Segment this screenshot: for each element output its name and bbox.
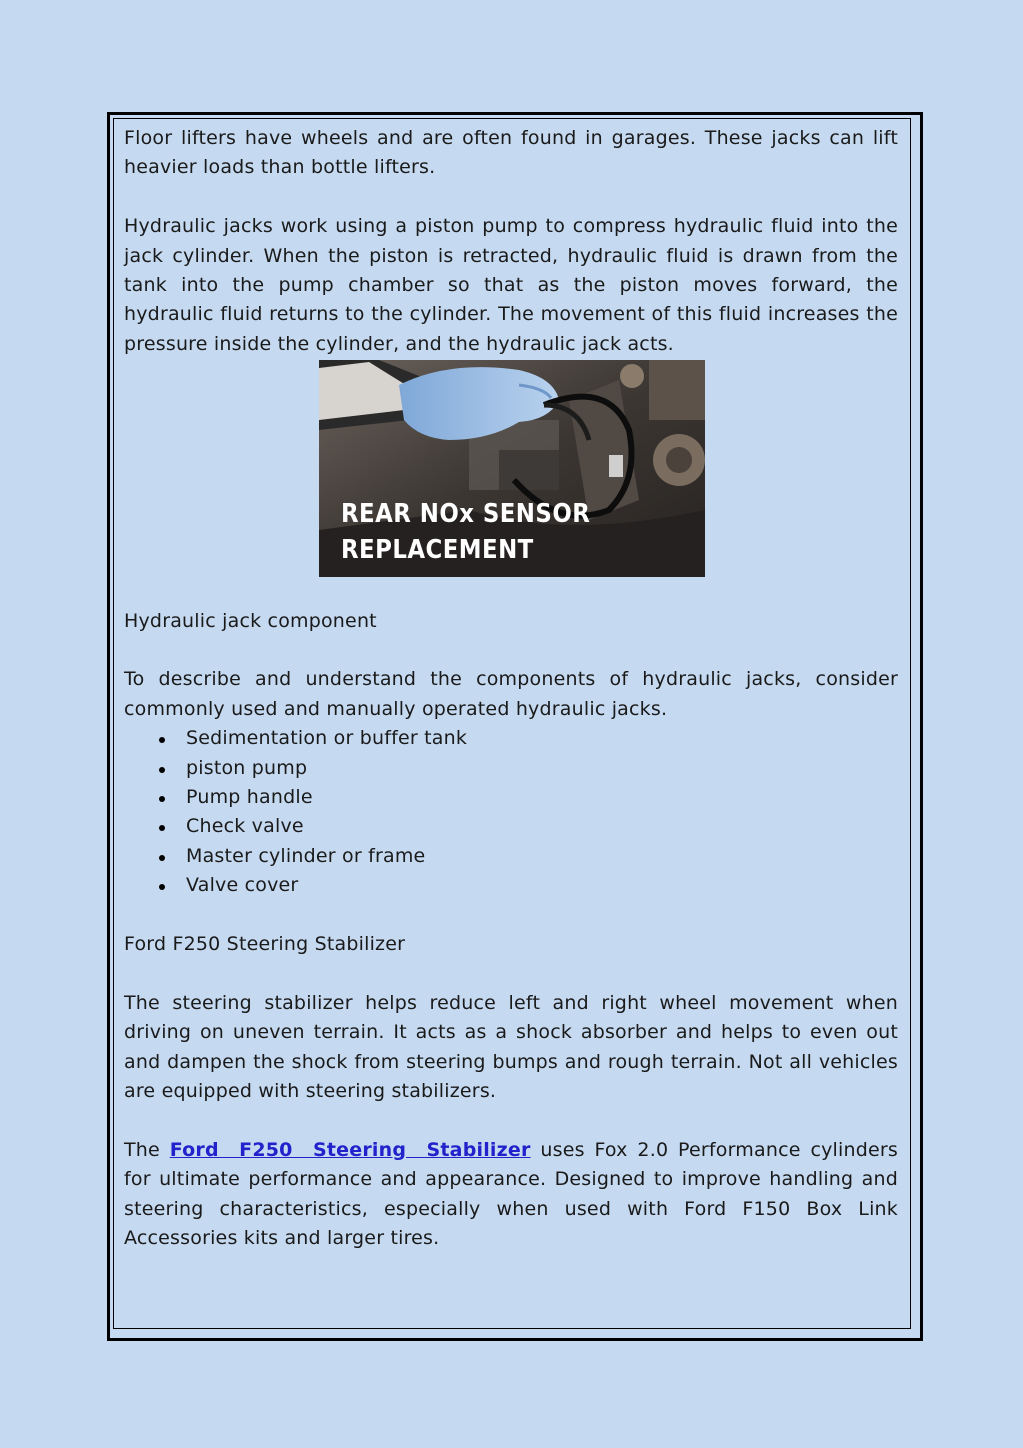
link-prefix-text: The bbox=[124, 1138, 170, 1161]
paragraph-components-description: To describe and understand the components of hydraulic jacks, consider commonly used and manually operated hydraulic jacks. bbox=[124, 668, 898, 720]
ford-f250-steering-stabilizer-link[interactable]: Ford F250 Steering Stabilizer bbox=[169, 1138, 531, 1161]
list-item: Check valve bbox=[186, 812, 898, 841]
list-item: piston pump bbox=[186, 754, 898, 783]
document-body bbox=[124, 124, 898, 1253]
list-item: Pump handle bbox=[186, 783, 898, 812]
image-caption-overlay bbox=[341, 496, 590, 568]
components-list bbox=[124, 724, 898, 900]
paragraph-floor-lifters: Floor lifters have wheels and are often found in garages. These jacks can lift heavier loads than bottle lifters. bbox=[124, 127, 898, 179]
image-caption-line-1: REAR NOx SENSOR bbox=[341, 499, 591, 530]
paragraph-hydraulic-working: Hydraulic jacks work using a piston pump to compress hydraulic fluid into the jack cylinder. When the piston is retracted, hydraulic fluid is drawn from the tank into the pump chamber so that as the piston moves forward, the hydraulic fluid returns to the cylinder. The movement of this fluid increases the pressure inside the cylinder, and the hydraulic jack acts. bbox=[124, 215, 898, 355]
paragraph-stabilizer-link bbox=[124, 1136, 898, 1254]
section-heading-components: Hydraulic jack component bbox=[124, 609, 377, 632]
link-suffix-text: uses Fox 2.0 Performance cylinders for ultimate performance and appearance. Designed to improve handling and steering characteristics, especially when used with Ford F150 Box Link Accessories kits and larger tires. bbox=[124, 1138, 898, 1249]
image-caption-line-2: REPLACEMENT bbox=[341, 535, 534, 566]
list-item: Sedimentation or buffer tank bbox=[186, 724, 898, 753]
list-item: Valve cover bbox=[186, 871, 898, 900]
paragraph-stabilizer-description: The steering stabilizer helps reduce left and right wheel movement when driving on uneven terrain. It acts as a shock absorber and helps to even out and dampen the shock from steering bumps and rough terrain. Not all vehicles are equipped with steering stabilizers. bbox=[124, 991, 898, 1102]
list-item: Master cylinder or frame bbox=[186, 842, 898, 871]
section-heading-stabilizer: Ford F250 Steering Stabilizer bbox=[124, 932, 406, 955]
nox-sensor-image bbox=[319, 360, 705, 577]
